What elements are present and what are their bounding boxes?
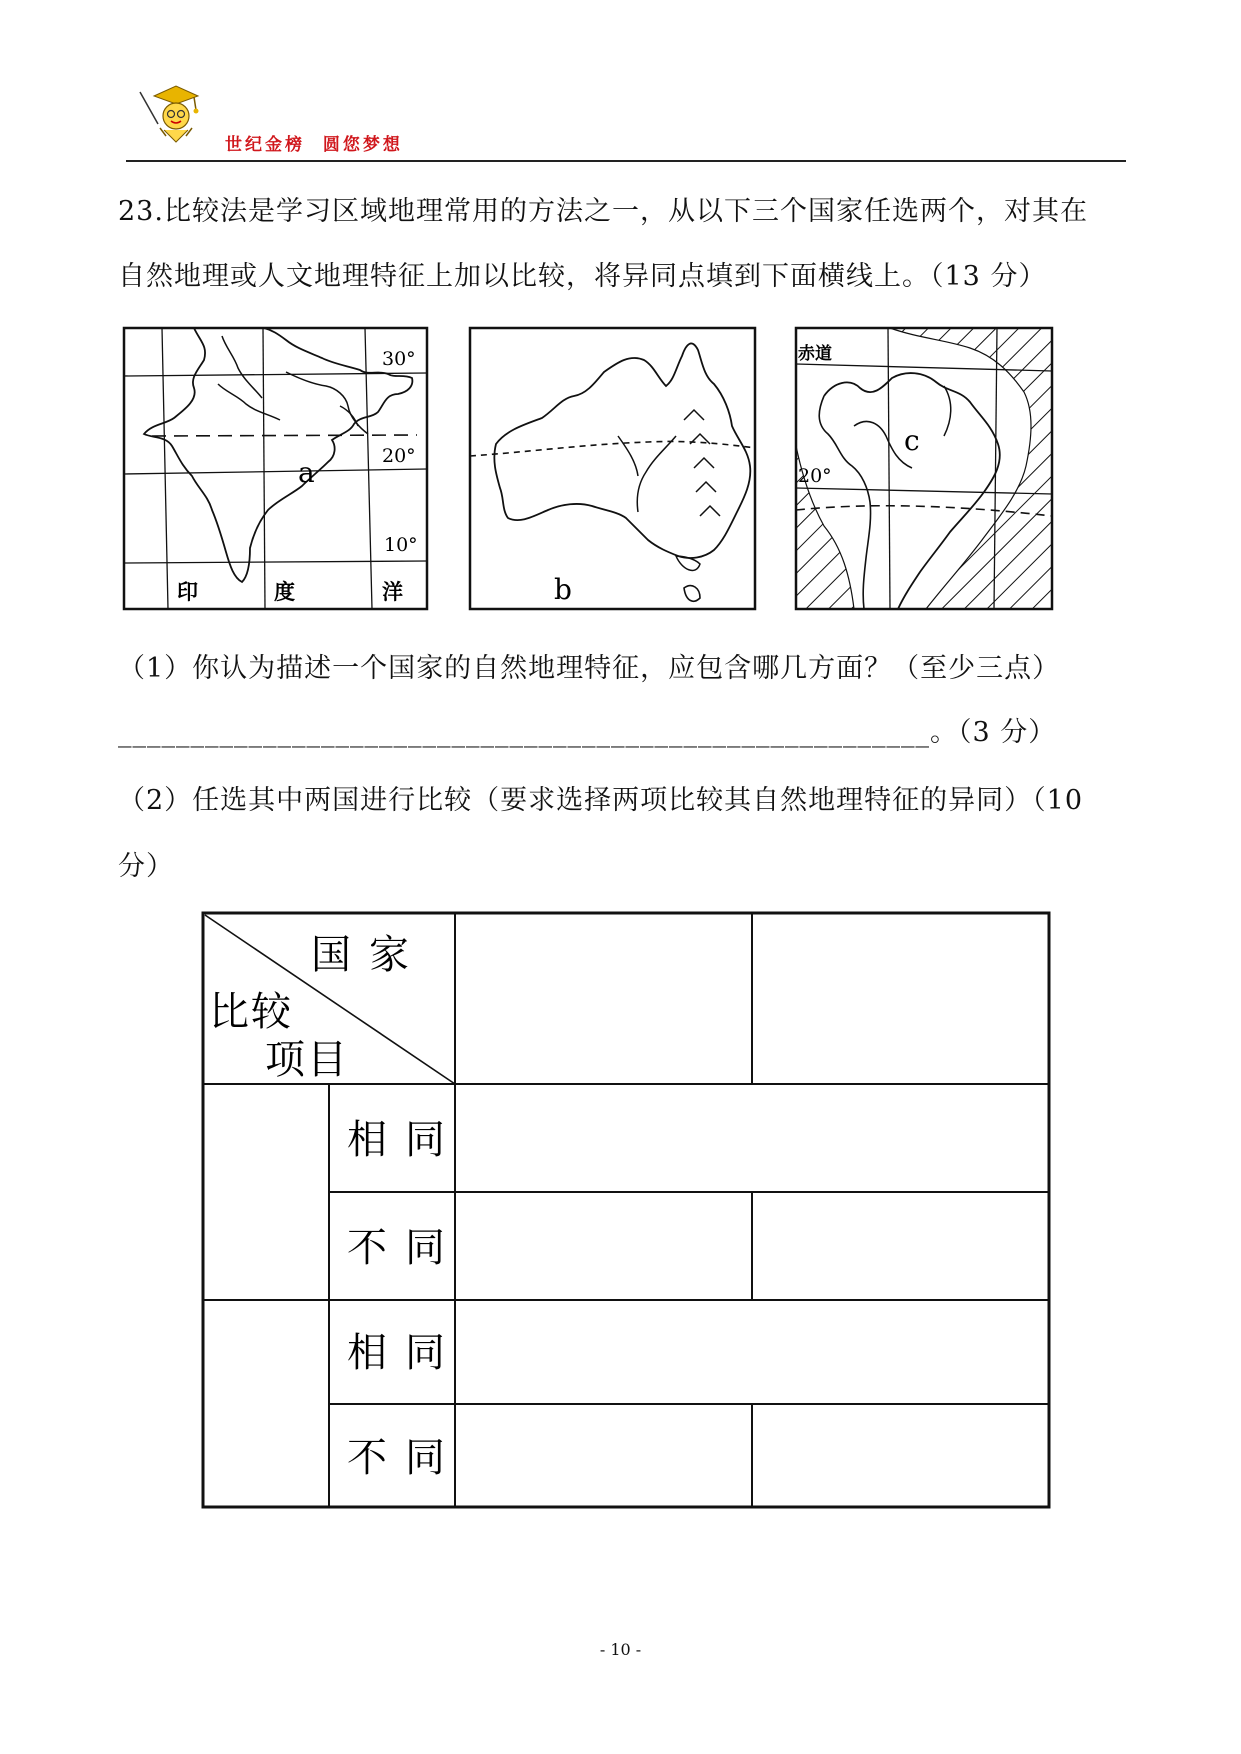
answer-line-1: [118, 716, 1056, 750]
header-divider: [126, 160, 1126, 162]
svg-text:20°: 20°: [382, 445, 416, 467]
comparison-table: [201, 911, 1051, 1509]
map-a-india: [124, 328, 427, 609]
map-b-label: b: [554, 573, 572, 606]
question-text-line1: 23.比较法是学习区域地理常用的方法之一，从以下三个国家任选两个，对其在: [118, 196, 1088, 227]
sub-question-1: （1）你认为描述一个国家的自然地理特征，应包含哪几方面？（至少三点）: [118, 653, 1061, 684]
sub-question-2-line2: 分）: [118, 851, 174, 882]
table-row-label: 相同: [347, 1330, 463, 1376]
map-c-label: c: [904, 424, 920, 457]
question-text-line2: 自然地理或人文地理特征上加以比较，将异同点填到下面横线上。（13 分）: [118, 261, 1047, 292]
table-header-compare: 比较: [209, 989, 293, 1035]
svg-text:10°: 10°: [384, 534, 418, 556]
ocean-char-2: 度: [274, 579, 295, 604]
answer-blank: ________________________________________________________: [118, 717, 930, 748]
svg-text:30°: 30°: [382, 348, 416, 370]
sub-question-2-line1: （2）任选其中两国进行比较（要求选择两项比较其自然地理特征的异同）（10: [118, 785, 1084, 816]
scholar-mascot-icon: [136, 84, 208, 146]
maps-figure: [122, 326, 1122, 620]
ocean-char-1: 印: [177, 579, 198, 604]
header-slogan: 世纪金榜 圆您梦想: [225, 135, 403, 155]
table-header-country: 国家: [311, 932, 427, 978]
map-c-lat-label: 20°: [798, 465, 832, 487]
score-label: 。（3 分）: [930, 717, 1057, 748]
map-c-brazil: [796, 328, 1052, 609]
map-c-equator-label: 赤道: [798, 344, 832, 364]
table-row-label: 相同: [347, 1117, 463, 1163]
table-row-label: 不同: [347, 1225, 463, 1271]
map-a-label: a: [298, 456, 315, 489]
table-row-label: 不同: [347, 1435, 463, 1481]
page-number: - 10 -: [599, 1640, 642, 1659]
map-b-australia: [470, 328, 755, 609]
ocean-char-3: 洋: [382, 579, 403, 604]
table-header-item: 项目: [265, 1037, 349, 1083]
